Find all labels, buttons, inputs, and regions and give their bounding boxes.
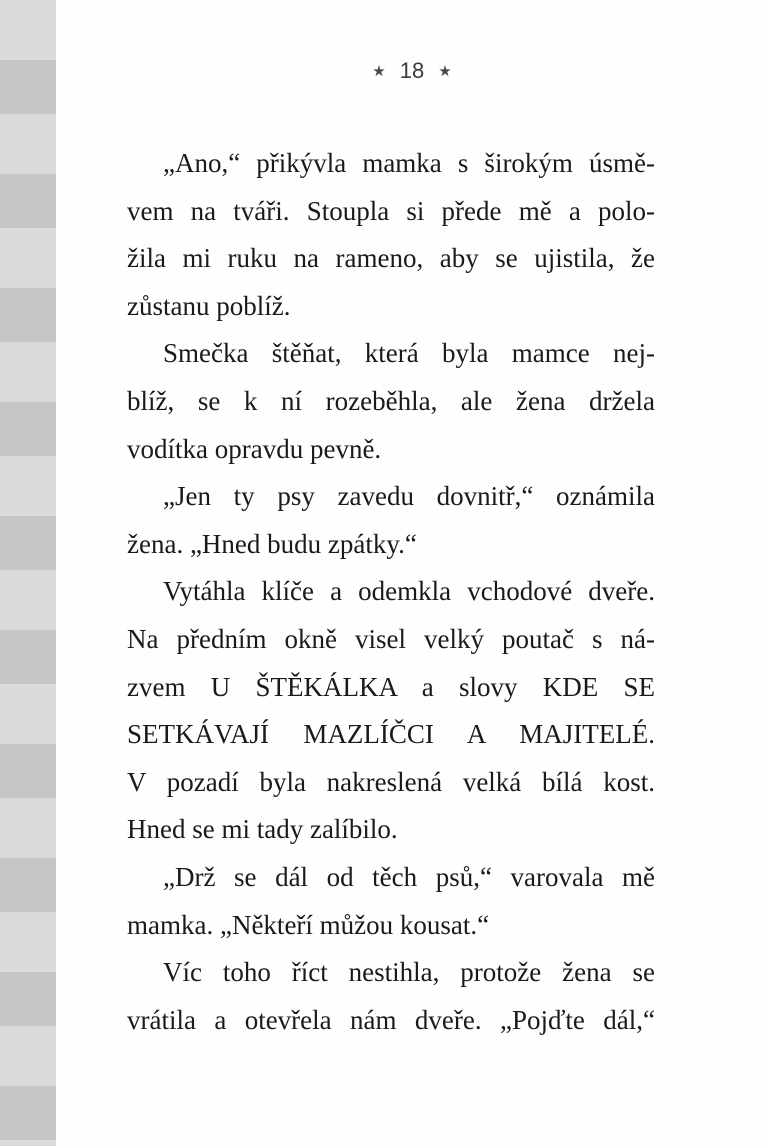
star-icon: ★ bbox=[372, 63, 386, 80]
body-text bbox=[127, 140, 655, 1044]
text-line: zůstanu poblíž. bbox=[127, 290, 291, 321]
text-line: Na předním okně visel velký poutač s ná- bbox=[127, 623, 655, 654]
page-edge-stripes bbox=[0, 0, 56, 1146]
text-line: „Drž se dál od těch psů,“ varovala mě bbox=[163, 861, 655, 892]
text-line: „Jen ty psy zavedu dovnitř,“ oznámila bbox=[163, 481, 655, 512]
text-line: Víc toho říct nestihla, protože žena se bbox=[163, 957, 655, 988]
text-line: vrátila a otevřela nám dveře. „Pojďte dál,“ bbox=[127, 1004, 655, 1035]
text-line: mamka. „Někteří můžou kousat.“ bbox=[127, 909, 490, 940]
text-line: žena. „Hned budu zpátky.“ bbox=[127, 528, 417, 559]
page-number: 18 bbox=[399, 58, 425, 83]
text-line: Smečka štěňat, která byla mamce nej- bbox=[163, 338, 655, 369]
text-line: Vytáhla klíče a odemkla vchodové dveře. bbox=[163, 576, 655, 607]
text-line: žila mi ruku na rameno, aby se ujistila, že bbox=[127, 243, 655, 274]
page-header bbox=[56, 58, 768, 84]
star-icon: ★ bbox=[438, 63, 452, 80]
text-line: Hned se mi tady zalíbilo. bbox=[127, 814, 398, 845]
text-line: vem na tváři. Stoupla si přede mě a polo- bbox=[127, 195, 655, 226]
text-line: SETKÁVAJÍ MAZLÍČCI A MAJITELÉ. bbox=[127, 719, 655, 750]
text-line: vodítka opravdu pevně. bbox=[127, 433, 382, 464]
text-line: „Ano,“ přikývla mamka s širokým úsmě- bbox=[163, 148, 655, 178]
text-line: V pozadí byla nakreslená velká bílá kost. bbox=[127, 766, 655, 797]
text-line: blíž, se k ní rozeběhla, ale žena držela bbox=[127, 385, 655, 416]
text-line: zvem U ŠTĚKÁLKA a slovy KDE SE bbox=[127, 671, 655, 702]
